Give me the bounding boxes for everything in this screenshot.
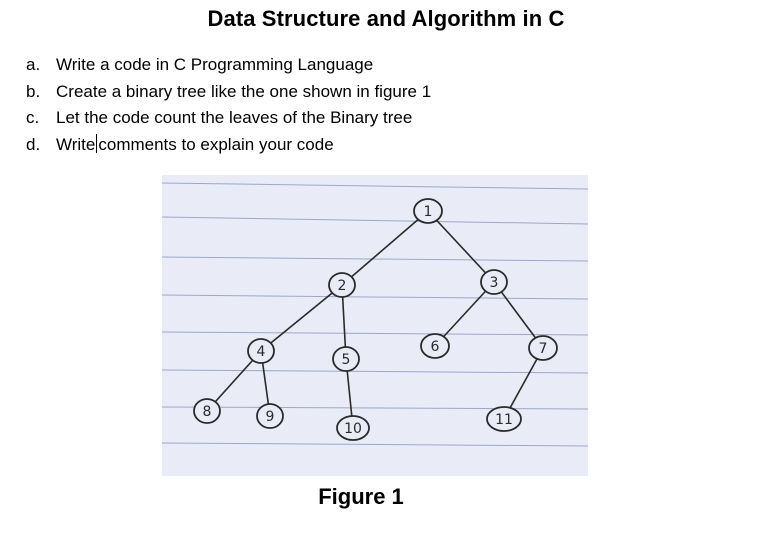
list-marker: c. (26, 108, 40, 127)
ruled-line (162, 332, 588, 335)
paper-ruled-lines (162, 183, 588, 446)
tree-node (337, 416, 369, 440)
tree-edge (342, 211, 428, 285)
instruction-item-d[interactable] (26, 134, 431, 161)
tree-edge (261, 285, 342, 351)
tree-node (333, 347, 359, 371)
instruction-item-c (26, 107, 431, 134)
tree-node (194, 399, 220, 423)
tree-node (248, 339, 274, 363)
tree-node (481, 270, 507, 294)
tree-node-label: 8 (202, 404, 212, 420)
instruction-text-before-cursor[interactable]: Write (56, 134, 96, 154)
instruction-text: Let the code count the leaves of the Binary tree (56, 108, 413, 127)
tree-node (414, 199, 442, 223)
tree-edges (207, 211, 543, 428)
tree-node-label: 10 (344, 421, 362, 437)
ruled-line (162, 295, 588, 299)
ruled-line (162, 443, 588, 446)
tree-node (329, 273, 355, 297)
binary-tree-drawing (162, 175, 588, 476)
document-title: Data Structure and Algorithm in C (207, 6, 565, 31)
figure-photo (162, 175, 588, 476)
instruction-text-after-cursor[interactable]: comments to explain your code (98, 134, 334, 154)
ruled-line (162, 370, 588, 373)
text-cursor (96, 134, 97, 153)
ruled-line (162, 407, 588, 409)
instruction-item-a (26, 54, 431, 81)
tree-node-label: 2 (337, 278, 347, 294)
tree-node-label: 4 (256, 344, 266, 360)
tree-node (529, 336, 557, 360)
ruled-line (162, 183, 588, 189)
instruction-text: Create a binary tree like the one shown in figure 1 (56, 81, 432, 101)
ruled-line (162, 217, 588, 224)
tree-node-label: 1 (423, 204, 433, 220)
list-marker: b. (26, 81, 41, 101)
tree-node (257, 404, 283, 428)
instruction-list (26, 54, 431, 160)
tree-node (487, 407, 521, 431)
tree-node-label: 11 (495, 412, 513, 428)
list-marker: a. (26, 55, 41, 74)
tree-node-label: 3 (489, 275, 499, 291)
tree-node-label: 5 (341, 352, 351, 368)
tree-node-label: 6 (430, 339, 440, 355)
tree-node-label: 7 (538, 341, 548, 357)
tree-node-label: 9 (265, 409, 275, 425)
tree-node (421, 334, 449, 358)
figure-caption: Figure 1 (318, 484, 404, 509)
instruction-text: Write a code in C Programming Language (56, 55, 374, 74)
instruction-item-b (26, 81, 431, 108)
list-marker: d. (26, 134, 41, 154)
tree-nodes (194, 199, 557, 440)
